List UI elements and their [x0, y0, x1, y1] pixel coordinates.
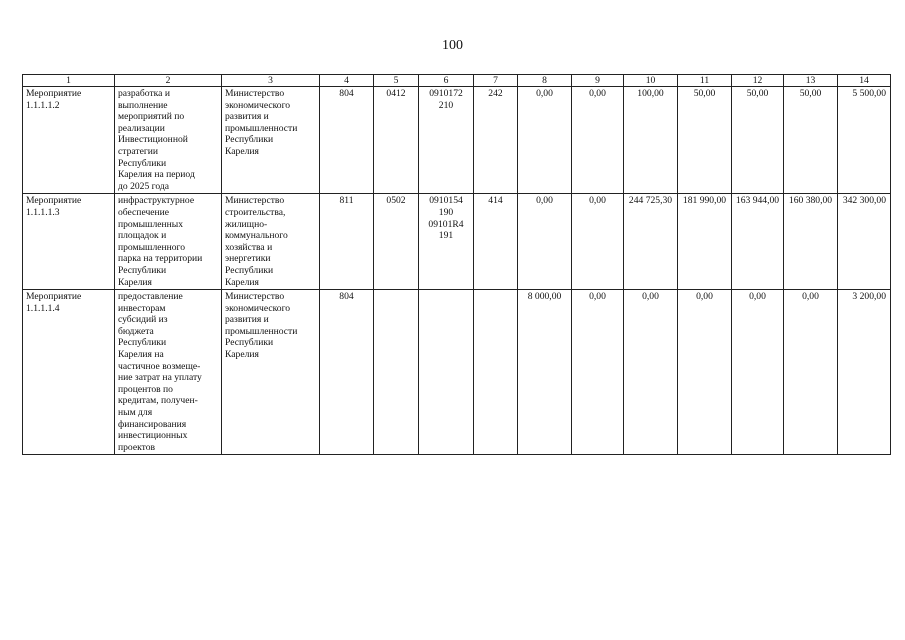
- amount-cell: 50,00: [784, 87, 838, 194]
- amount-cell: 3 200,00: [838, 290, 891, 455]
- amount-cell: 0,00: [518, 194, 572, 290]
- page-number: 100: [442, 38, 463, 53]
- table-row: [23, 87, 891, 194]
- budget-table: [22, 74, 891, 455]
- amount-cell: 342 300,00: [838, 194, 891, 290]
- amount-cell: 0,00: [572, 290, 624, 455]
- grbs-cell: 804: [320, 290, 374, 455]
- header-cell: 1: [23, 75, 115, 87]
- executor-cell: Министерство строительства, жилищно- коммунального хозяйства и энергетики Республики Карелия: [222, 194, 320, 290]
- header-cell: 11: [678, 75, 732, 87]
- amount-cell: 100,00: [624, 87, 678, 194]
- header-cell: 4: [320, 75, 374, 87]
- csr-cell: 0910172 210: [419, 87, 474, 194]
- table-row: [23, 194, 891, 290]
- amount-cell: 50,00: [732, 87, 784, 194]
- table-row: [23, 290, 891, 455]
- executor-cell: Министерство экономического развития и промышленности Республики Карелия: [222, 290, 320, 455]
- amount-cell: 163 944,00: [732, 194, 784, 290]
- rzpr-cell: [374, 290, 419, 455]
- grbs-cell: 811: [320, 194, 374, 290]
- header-cell: 10: [624, 75, 678, 87]
- event-id-cell: Мероприятие 1.1.1.1.4: [23, 290, 115, 455]
- amount-cell: 0,00: [678, 290, 732, 455]
- csr-cell: [419, 290, 474, 455]
- amount-cell: 0,00: [624, 290, 678, 455]
- header-cell: 13: [784, 75, 838, 87]
- event-name-cell: разработка и выполнение мероприятий по реализации Инвестиционной стратегии Республики Карелия на период до 2025 года: [115, 87, 222, 194]
- header-cell: 9: [572, 75, 624, 87]
- amount-cell: 160 380,00: [784, 194, 838, 290]
- amount-cell: 8 000,00: [518, 290, 572, 455]
- rzpr-cell: 0412: [374, 87, 419, 194]
- csr-cell: 0910154 190 09101R4 191: [419, 194, 474, 290]
- rzpr-cell: 0502: [374, 194, 419, 290]
- grbs-cell: 804: [320, 87, 374, 194]
- amount-cell: 0,00: [572, 194, 624, 290]
- amount-cell: 0,00: [572, 87, 624, 194]
- event-id-cell: Мероприятие 1.1.1.1.2: [23, 87, 115, 194]
- header-cell: 2: [115, 75, 222, 87]
- header-row: [23, 75, 891, 87]
- amount-cell: 181 990,00: [678, 194, 732, 290]
- event-name-cell: инфраструктурное обеспечение промышленных площадок и промышленного парка на территории Республики Карелия: [115, 194, 222, 290]
- vr-cell: 242: [474, 87, 518, 194]
- executor-cell: Министерство экономического развития и промышленности Республики Карелия: [222, 87, 320, 194]
- header-cell: 7: [474, 75, 518, 87]
- vr-cell: [474, 290, 518, 455]
- amount-cell: 5 500,00: [838, 87, 891, 194]
- amount-cell: 50,00: [678, 87, 732, 194]
- header-cell: 5: [374, 75, 419, 87]
- header-cell: 8: [518, 75, 572, 87]
- header-cell: 12: [732, 75, 784, 87]
- header-cell: 6: [419, 75, 474, 87]
- event-id-cell: Мероприятие 1.1.1.1.3: [23, 194, 115, 290]
- header-cell: 3: [222, 75, 320, 87]
- header-cell: 14: [838, 75, 891, 87]
- amount-cell: 244 725,30: [624, 194, 678, 290]
- amount-cell: 0,00: [784, 290, 838, 455]
- amount-cell: 0,00: [518, 87, 572, 194]
- vr-cell: 414: [474, 194, 518, 290]
- event-name-cell: предоставление инвесторам субсидий из бюджета Республики Карелия на частичное возмеще- ние затрат на уплату процентов по кредитам, получен- ным для финансирования инвестиционных проектов: [115, 290, 222, 455]
- amount-cell: 0,00: [732, 290, 784, 455]
